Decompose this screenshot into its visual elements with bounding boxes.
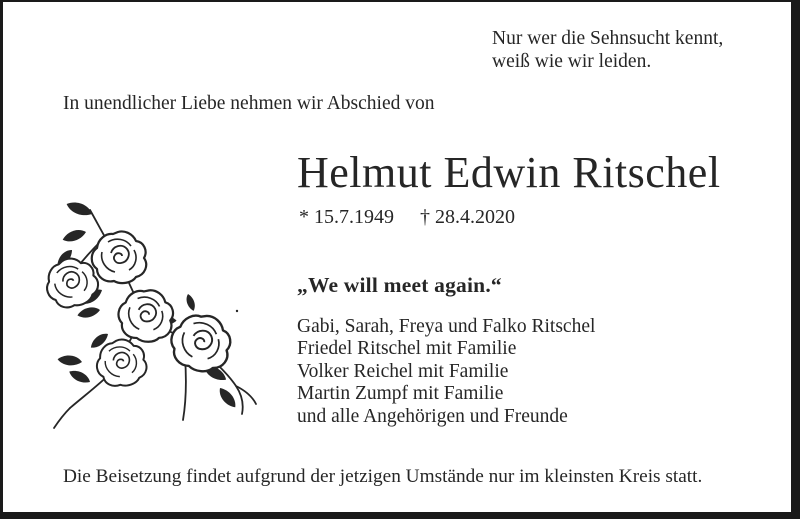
deceased-name: Helmut Edwin Ritschel	[297, 148, 721, 197]
epigraph-line-1: Nur wer die Sehnsucht kennt,	[492, 28, 724, 49]
epigraph	[492, 27, 723, 73]
birth-date: * 15.7.1949	[299, 206, 394, 228]
mourner-line: und alle Angehörigen und Freunde	[297, 405, 568, 427]
funeral-note: Die Beisetzung findet aufgrund der jetzigen Umstände nur im kleinsten Kreis statt.	[63, 466, 703, 487]
epigraph-line-2: weiß wie wir leiden.	[492, 51, 652, 72]
mourners-list	[297, 316, 595, 428]
mourner-line: Volker Reichel mit Familie	[297, 360, 509, 382]
obituary-card	[3, 2, 791, 512]
life-dates	[299, 206, 515, 229]
mourner-line: Gabi, Sarah, Freya und Falko Ritschel	[297, 316, 596, 337]
intro-line: In unendlicher Liebe nehmen wir Abschied von	[63, 93, 435, 114]
farewell-quote: „We will meet again.“	[297, 273, 502, 297]
mourner-line: Friedel Ritschel mit Familie	[297, 338, 517, 360]
ink-speck	[236, 310, 238, 312]
mourner-line: Martin Zumpf mit Familie	[297, 383, 504, 405]
death-date: † 28.4.2020	[420, 206, 515, 228]
roses-illustration	[38, 198, 260, 438]
